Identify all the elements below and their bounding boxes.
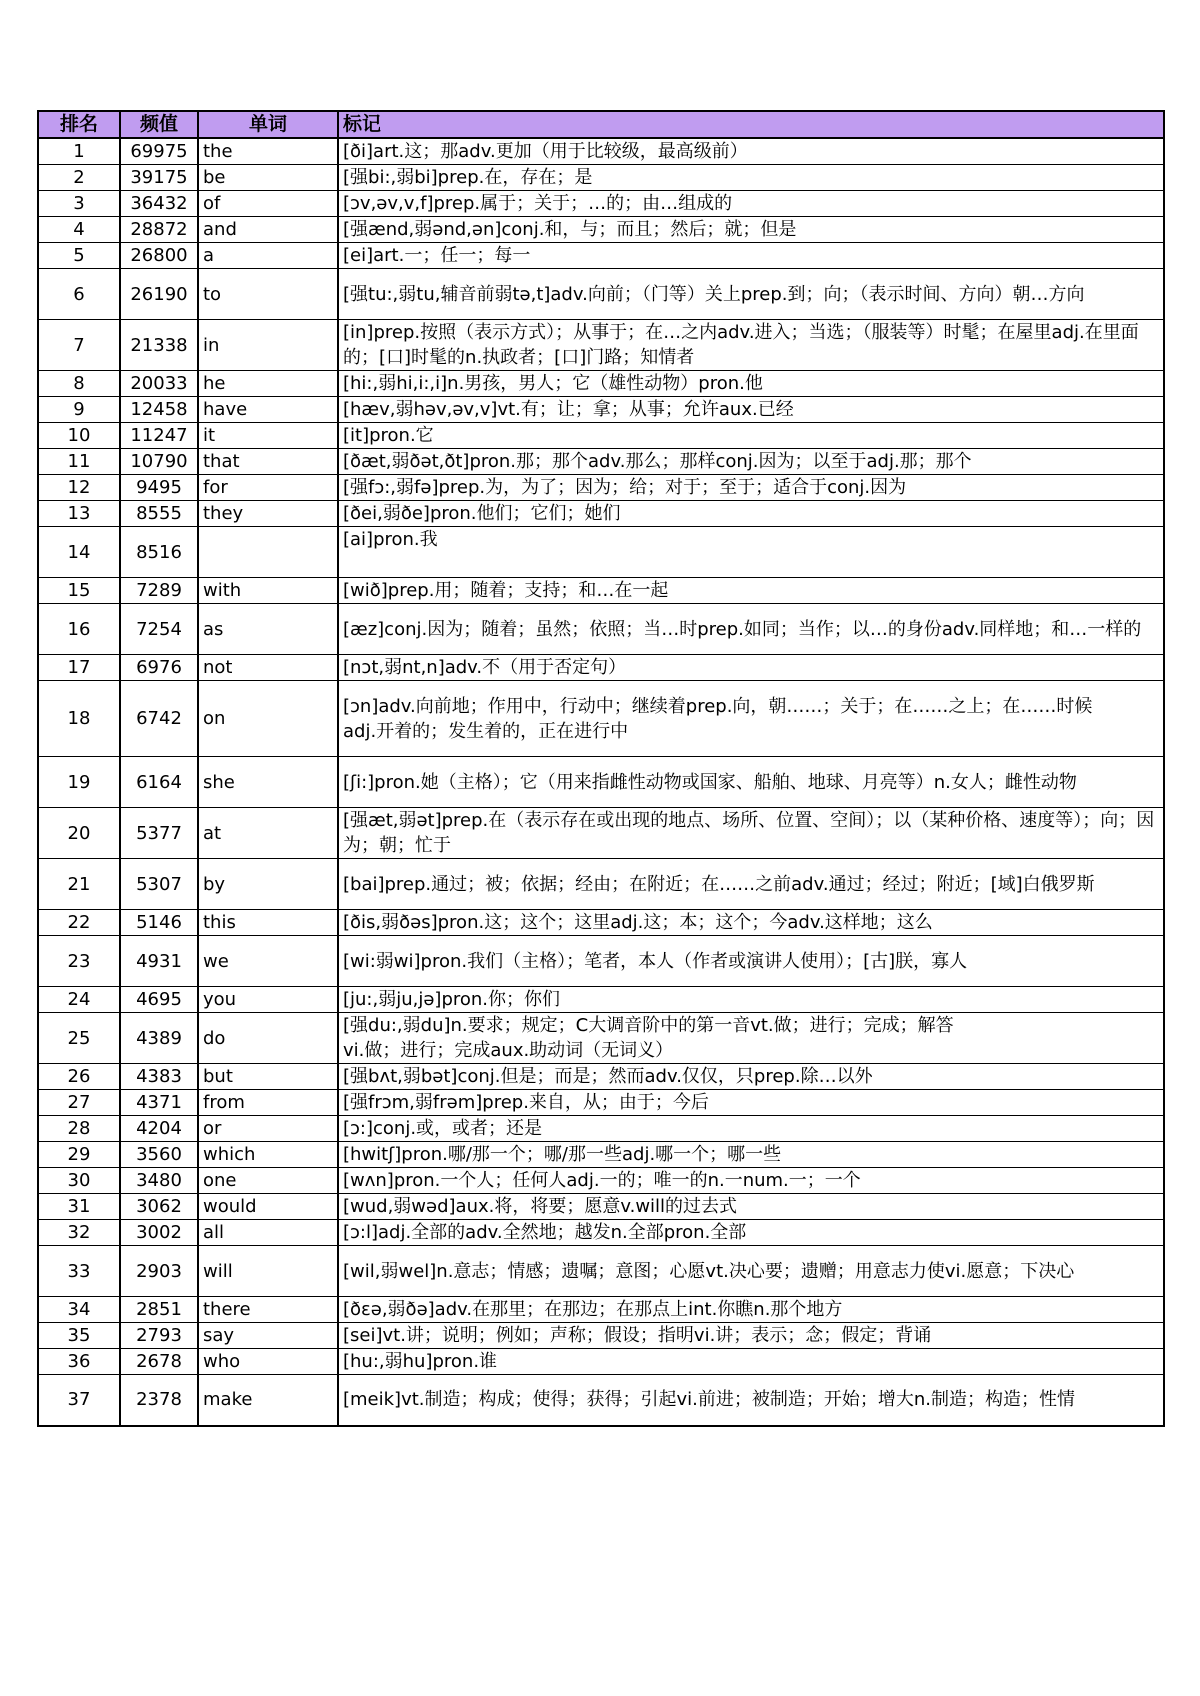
table-row <box>38 423 1164 449</box>
table-row <box>38 808 1164 859</box>
frequency-cell: 5146 <box>120 910 198 936</box>
rank-cell: 1 <box>38 138 120 165</box>
notes-cell: [nɔt,弱nt,n]adv.不（用于否定句） <box>338 655 1164 681</box>
table-row <box>38 1064 1164 1090</box>
table-row <box>38 1142 1164 1168</box>
rank-cell: 5 <box>38 243 120 269</box>
frequency-cell: 26190 <box>120 269 198 320</box>
frequency-cell: 21338 <box>120 320 198 371</box>
notes-cell: [ʃi:]pron.她（主格）；它（用来指雌性动物或国家、船舶、地球、月亮等）n.女人；雌性动物 <box>338 757 1164 808</box>
rank-cell: 20 <box>38 808 120 859</box>
rank-cell: 10 <box>38 423 120 449</box>
table-row <box>38 449 1164 475</box>
notes-cell: [wið]prep.用；随着；支持；和…在一起 <box>338 578 1164 604</box>
header-frequency: 频值 <box>120 111 198 138</box>
table-row <box>38 1246 1164 1297</box>
frequency-cell: 2793 <box>120 1323 198 1349</box>
notes-cell: [强bʌt,弱bət]conj.但是；而是；然而adv.仅仅，只prep.除…以外 <box>338 1064 1164 1090</box>
rank-cell: 34 <box>38 1297 120 1323</box>
notes-cell: [强ænd,弱ənd,ən]conj.和，与；而且；然后；就；但是 <box>338 217 1164 243</box>
word-cell: from <box>198 1090 338 1116</box>
frequency-cell: 20033 <box>120 371 198 397</box>
table-row <box>38 1323 1164 1349</box>
table-row <box>38 269 1164 320</box>
frequency-cell: 7254 <box>120 604 198 655</box>
notes-cell: [强tu:,弱tu,辅音前弱tə,t]adv.向前；（门等）关上prep.到；向；（表示时间、方向）朝…方向 <box>338 269 1164 320</box>
notes-cell: [æz]conj.因为；随着；虽然；依照；当…时prep.如同；当作；以…的身份adv.同样地；和…一样的 <box>338 604 1164 655</box>
notes-cell: [ðis,弱ðəs]pron.这；这个；这里adj.这；本；这个；今adv.这样地；这么 <box>338 910 1164 936</box>
table-row <box>38 501 1164 527</box>
word-cell: a <box>198 243 338 269</box>
notes-cell: [强bi:,弱bi]prep.在，存在；是 <box>338 165 1164 191</box>
rank-cell: 16 <box>38 604 120 655</box>
notes-cell: [ðɛə,弱ðə]adv.在那里；在那边；在那点上int.你瞧n.那个地方 <box>338 1297 1164 1323</box>
frequency-cell: 5377 <box>120 808 198 859</box>
rank-cell: 24 <box>38 987 120 1013</box>
word-cell: it <box>198 423 338 449</box>
rank-cell: 19 <box>38 757 120 808</box>
notes-cell: [ðæt,弱ðət,ðt]pron.那；那个adv.那么；那样conj.因为；以至于adj.那；那个 <box>338 449 1164 475</box>
word-cell: we <box>198 936 338 987</box>
table-body <box>38 138 1164 1426</box>
table-row <box>38 681 1164 757</box>
frequency-cell: 4931 <box>120 936 198 987</box>
table-row <box>38 165 1164 191</box>
frequency-cell: 2378 <box>120 1375 198 1426</box>
word-cell: all <box>198 1220 338 1246</box>
notes-cell: [sei]vt.讲；说明；例如；声称；假设；指明vi.讲；表示；念；假定；背诵 <box>338 1323 1164 1349</box>
header-rank: 排名 <box>38 111 120 138</box>
rank-cell: 32 <box>38 1220 120 1246</box>
notes-cell: [wi:弱wi]pron.我们（主格）；笔者，本人（作者或演讲人使用）；[古]朕，寡人 <box>338 936 1164 987</box>
rank-cell: 36 <box>38 1349 120 1375</box>
table-row <box>38 320 1164 371</box>
frequency-cell: 2678 <box>120 1349 198 1375</box>
frequency-cell: 39175 <box>120 165 198 191</box>
word-cell: to <box>198 269 338 320</box>
word-cell: but <box>198 1064 338 1090</box>
frequency-cell: 4371 <box>120 1090 198 1116</box>
table-row <box>38 757 1164 808</box>
rank-cell: 13 <box>38 501 120 527</box>
rank-cell: 14 <box>38 527 120 578</box>
rank-cell: 17 <box>38 655 120 681</box>
notes-cell: [强du:,弱du]n.要求；规定；C大调音阶中的第一音vt.做；进行；完成；解答 vi.做；进行；完成aux.助动词（无词义） <box>338 1013 1164 1064</box>
word-cell: she <box>198 757 338 808</box>
rank-cell: 26 <box>38 1064 120 1090</box>
rank-cell: 7 <box>38 320 120 371</box>
word-cell: of <box>198 191 338 217</box>
frequency-cell: 6976 <box>120 655 198 681</box>
word-cell: do <box>198 1013 338 1064</box>
notes-cell: [wud,弱wəd]aux.将，将要；愿意v.will的过去式 <box>338 1194 1164 1220</box>
table-row <box>38 1194 1164 1220</box>
word-cell: and <box>198 217 338 243</box>
word-cell: or <box>198 1116 338 1142</box>
table-row <box>38 987 1164 1013</box>
word-cell: this <box>198 910 338 936</box>
word-cell: the <box>198 138 338 165</box>
rank-cell: 27 <box>38 1090 120 1116</box>
table-row <box>38 1013 1164 1064</box>
word-cell: on <box>198 681 338 757</box>
notes-cell: [meik]vt.制造；构成；使得；获得；引起vi.前进；被制造；开始；增大n.制造；构造；性情 <box>338 1375 1164 1426</box>
table-row <box>38 936 1164 987</box>
frequency-cell: 3062 <box>120 1194 198 1220</box>
table-row <box>38 1168 1164 1194</box>
notes-cell: [ei]art.一；任一；每一 <box>338 243 1164 269</box>
rank-cell: 6 <box>38 269 120 320</box>
notes-cell: [ai]pron.我 <box>338 527 1164 578</box>
rank-cell: 3 <box>38 191 120 217</box>
notes-cell: [ɔ:]conj.或，或者；还是 <box>338 1116 1164 1142</box>
notes-cell: [it]pron.它 <box>338 423 1164 449</box>
table-row <box>38 1349 1164 1375</box>
word-frequency-table <box>37 110 1165 1427</box>
word-cell: be <box>198 165 338 191</box>
notes-cell: [ɔv,əv,v,f]prep.属于；关于；…的；由…组成的 <box>338 191 1164 217</box>
notes-cell: [hæv,弱həv,əv,v]vt.有；让；拿；从事；允许aux.已经 <box>338 397 1164 423</box>
frequency-cell: 26800 <box>120 243 198 269</box>
word-cell: one <box>198 1168 338 1194</box>
table-row <box>38 217 1164 243</box>
word-cell: by <box>198 859 338 910</box>
rank-cell: 28 <box>38 1116 120 1142</box>
table-row <box>38 138 1164 165</box>
frequency-cell: 2903 <box>120 1246 198 1297</box>
rank-cell: 11 <box>38 449 120 475</box>
rank-cell: 18 <box>38 681 120 757</box>
notes-cell: [hu:,弱hu]pron.谁 <box>338 1349 1164 1375</box>
word-cell: there <box>198 1297 338 1323</box>
frequency-cell: 8555 <box>120 501 198 527</box>
table-row <box>38 910 1164 936</box>
table-row <box>38 397 1164 423</box>
rank-cell: 15 <box>38 578 120 604</box>
table-row <box>38 243 1164 269</box>
header-notes: 标记 <box>338 111 1164 138</box>
notes-cell: [in]prep.按照（表示方式）；从事于；在…之内adv.进入；当选；（服装等）时髦；在屋里adj.在里面的；[口]时髦的n.执政者；[口]门路；知情者 <box>338 320 1164 371</box>
frequency-cell: 4383 <box>120 1064 198 1090</box>
rank-cell: 25 <box>38 1013 120 1064</box>
rank-cell: 4 <box>38 217 120 243</box>
frequency-cell: 4389 <box>120 1013 198 1064</box>
table-row <box>38 604 1164 655</box>
notes-cell: [强fɔ:,弱fə]prep.为，为了；因为；给；对于；至于；适合于conj.因为 <box>338 475 1164 501</box>
header-row <box>38 111 1164 138</box>
table-row <box>38 655 1164 681</box>
word-cell: which <box>198 1142 338 1168</box>
notes-cell: [wʌn]pron.一个人；任何人adj.一的；唯一的n.一num.一；一个 <box>338 1168 1164 1194</box>
frequency-cell: 10790 <box>120 449 198 475</box>
word-cell: make <box>198 1375 338 1426</box>
table-row <box>38 1375 1164 1426</box>
notes-cell: [ju:,弱ju,jə]pron.你；你们 <box>338 987 1164 1013</box>
rank-cell: 23 <box>38 936 120 987</box>
notes-cell: [ɔ:l]adj.全部的adv.全然地；越发n.全部pron.全部 <box>338 1220 1164 1246</box>
word-cell: say <box>198 1323 338 1349</box>
notes-cell: [ði]art.这；那adv.更加（用于比较级，最高级前） <box>338 138 1164 165</box>
frequency-cell: 12458 <box>120 397 198 423</box>
table-row <box>38 475 1164 501</box>
frequency-cell: 3002 <box>120 1220 198 1246</box>
table-row <box>38 1116 1164 1142</box>
word-cell: in <box>198 320 338 371</box>
rank-cell: 8 <box>38 371 120 397</box>
notes-cell: [wil,弱wel]n.意志；情感；遗嘱；意图；心愿vt.决心要；遗赠；用意志力使vi.愿意；下决心 <box>338 1246 1164 1297</box>
frequency-cell: 28872 <box>120 217 198 243</box>
rank-cell: 31 <box>38 1194 120 1220</box>
word-cell: will <box>198 1246 338 1297</box>
frequency-cell: 4695 <box>120 987 198 1013</box>
rank-cell: 37 <box>38 1375 120 1426</box>
frequency-cell: 3560 <box>120 1142 198 1168</box>
notes-cell: [hi:,弱hi,i:,i]n.男孩，男人；它（雄性动物）pron.他 <box>338 371 1164 397</box>
word-cell: they <box>198 501 338 527</box>
notes-cell: [强frɔm,弱frəm]prep.来自，从；由于；今后 <box>338 1090 1164 1116</box>
notes-cell: [ðei,弱ðe]pron.他们；它们；她们 <box>338 501 1164 527</box>
header-word: 单词 <box>198 111 338 138</box>
rank-cell: 9 <box>38 397 120 423</box>
frequency-cell: 6742 <box>120 681 198 757</box>
frequency-cell: 4204 <box>120 1116 198 1142</box>
frequency-cell: 2851 <box>120 1297 198 1323</box>
table-row <box>38 578 1164 604</box>
word-cell: with <box>198 578 338 604</box>
word-cell: as <box>198 604 338 655</box>
frequency-cell: 36432 <box>120 191 198 217</box>
frequency-cell: 5307 <box>120 859 198 910</box>
word-cell: not <box>198 655 338 681</box>
frequency-cell: 8516 <box>120 527 198 578</box>
word-cell: would <box>198 1194 338 1220</box>
rank-cell: 21 <box>38 859 120 910</box>
frequency-cell: 69975 <box>120 138 198 165</box>
frequency-cell: 11247 <box>120 423 198 449</box>
table-row <box>38 1090 1164 1116</box>
rank-cell: 22 <box>38 910 120 936</box>
notes-cell: [ɔn]adv.向前地；作用中，行动中；继续着prep.向，朝……；关于；在……之上；在……时候 adj.开着的；发生着的，正在进行中 <box>338 681 1164 757</box>
word-cell: that <box>198 449 338 475</box>
rank-cell: 29 <box>38 1142 120 1168</box>
rank-cell: 12 <box>38 475 120 501</box>
rank-cell: 33 <box>38 1246 120 1297</box>
word-cell: at <box>198 808 338 859</box>
table-row <box>38 527 1164 578</box>
word-cell <box>198 527 338 578</box>
rank-cell: 30 <box>38 1168 120 1194</box>
table-row <box>38 191 1164 217</box>
frequency-cell: 7289 <box>120 578 198 604</box>
word-cell: he <box>198 371 338 397</box>
word-cell: have <box>198 397 338 423</box>
rank-cell: 35 <box>38 1323 120 1349</box>
notes-cell: [强æt,弱ət]prep.在（表示存在或出现的地点、场所、位置、空间）；以（某种价格、速度等）；向；因为；朝；忙于 <box>338 808 1164 859</box>
table-row <box>38 1220 1164 1246</box>
table-row <box>38 1297 1164 1323</box>
word-cell: for <box>198 475 338 501</box>
frequency-cell: 9495 <box>120 475 198 501</box>
notes-cell: [bai]prep.通过；被；依据；经由；在附近；在……之前adv.通过；经过；附近；[域]白俄罗斯 <box>338 859 1164 910</box>
frequency-cell: 6164 <box>120 757 198 808</box>
rank-cell: 2 <box>38 165 120 191</box>
table-row <box>38 859 1164 910</box>
frequency-cell: 3480 <box>120 1168 198 1194</box>
notes-cell: [hwitʃ]pron.哪/那一个；哪/那一些adj.哪一个；哪一些 <box>338 1142 1164 1168</box>
table-row <box>38 371 1164 397</box>
word-cell: who <box>198 1349 338 1375</box>
word-cell: you <box>198 987 338 1013</box>
